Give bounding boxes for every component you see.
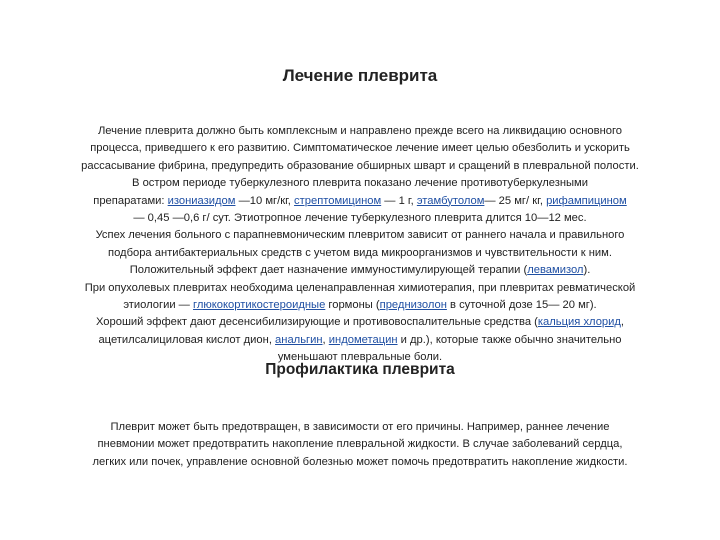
treatment-line [34, 123, 686, 140]
treatment-paragraph [34, 123, 686, 367]
treatment-line [34, 193, 686, 210]
prevention-paragraph [34, 419, 686, 471]
drug-link[interactable]: глюкокортикостероидные [192, 299, 326, 312]
drug-link[interactable]: преднизолон [379, 299, 447, 312]
text-segment: Положительный эффект дает назначение иммуностимулирующей терапии ( [129, 264, 528, 277]
treatment-line [34, 140, 686, 157]
text-segment: процесса, приведшего к его развитию. Симптоматическое лечение имеет целью обезболить и ускорить [90, 142, 630, 155]
text-segment: Успех лечения больного с парапневмоническим плевритом зависит от раннего начала и правильного [95, 229, 625, 242]
text-segment: , [620, 316, 625, 329]
text-segment: этиологии — [123, 299, 193, 312]
page-title: Лечение плеврита [282, 66, 438, 85]
text-segment: в суточной дозе 15— 20 мг). [446, 299, 597, 312]
drug-link[interactable]: стрептомицином [294, 194, 382, 207]
drug-link[interactable]: кальция хлорид [537, 316, 621, 329]
drug-link[interactable]: изониазидом [167, 194, 236, 207]
text-segment: , [322, 333, 329, 346]
treatment-line [34, 262, 686, 279]
text-segment: — 25 мг/ кг, [484, 194, 547, 207]
drug-link[interactable]: левамизол [527, 264, 584, 277]
text-segment: препаратами: [93, 194, 168, 207]
text-segment: и др.), которые также обычно значительно [397, 333, 622, 346]
text-segment: При опухолевых плевритах необходима целенаправленная химиотерапия, при плевритах ревматической [84, 281, 636, 294]
text-segment: уменьшают плевральные боли. [277, 351, 443, 364]
drug-link[interactable]: индометацин [328, 333, 398, 346]
text-segment: подбора антибактериальных средств с учетом вида микроорганизмов и чувствительности к ним. [108, 246, 612, 259]
prevention-line: легких или почек, управление основной болезнью может помочь предотвратить накопление жидкости. [92, 455, 628, 468]
treatment-line [34, 175, 686, 192]
prevention-line: пневмонии может предотвратить накопление плевральной жидкости. В случае заболеваний сердца, [97, 438, 623, 451]
text-segment: ). [583, 264, 591, 277]
text-segment: Хороший эффект дают десенсибилизирующие и противовоспалительные средства ( [95, 316, 538, 329]
text-segment: гормоны ( [325, 299, 380, 312]
text-segment: — 0,45 —0,6 г/ сут. Этиотропное лечение туберкулезного плеврита длится 10—12 мес. [133, 212, 587, 225]
drug-link[interactable]: анальгин [275, 333, 323, 346]
text-segment: Лечение плеврита должно быть комплексным и направлено прежде всего на ликвидацию основного [97, 125, 623, 137]
text-segment: рассасывание фибрина, предупредить образование обширных шварт и сращений в плевральной полости. [81, 159, 639, 172]
treatment-line [34, 332, 686, 349]
treatment-line [34, 227, 686, 244]
treatment-line [34, 314, 686, 331]
drug-link[interactable]: этамбутолом [416, 194, 485, 207]
text-segment: В остром периоде туберкулезного плеврита показано лечение противотуберкулезными [132, 177, 588, 190]
treatment-line [34, 280, 686, 297]
treatment-line [34, 158, 686, 175]
treatment-line [34, 245, 686, 262]
text-segment: ацетилсалициловая кислот дион, [98, 333, 276, 346]
text-segment: — 1 г, [381, 194, 417, 207]
section-title-prevention: Профилактика плеврита [265, 361, 455, 378]
text-segment: —10 мг/кг, [235, 194, 295, 207]
prevention-line: Плеврит может быть предотвращен, в зависимости от его причины. Например, раннее лечение [110, 421, 610, 433]
treatment-line [34, 297, 686, 314]
treatment-line [34, 210, 686, 227]
drug-link[interactable]: рифампицином [546, 194, 627, 207]
